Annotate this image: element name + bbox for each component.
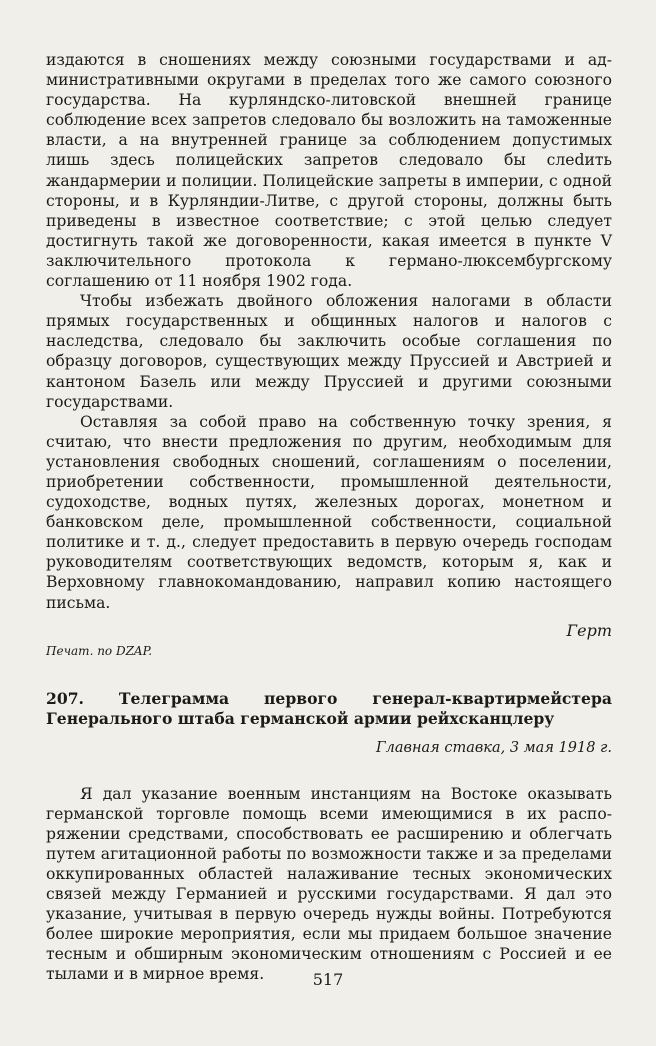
signature: Герт: [566, 620, 612, 640]
document-body: [46, 784, 612, 985]
place-date: Главная ставка, 3 мая 1918 г.: [376, 739, 612, 756]
continuation-paragraph: издаются в сношениях между союзными государствами и административными округами в пределах того же самого союзного государства. На курляндско-литовской внешней границе соблюдение всех запретов следовало бы возложить на таможенные власти, а на внутренней границе за соблюдением допустимых лишь здесь полицейских запретов следовало бы слеdить жандармерии и полиции. Полицейские запреты в империи, с одной стороны, и в Курляндии-Литве, с другой стороны, должны быть приведены в известное соответствие; с этой целью следует достигнуть такой же договоренности, какая имеется в пункте V заключительного протокола к германо-люксембургскому соглашению от 11 ноября 1902 года.: [46, 51, 612, 291]
reservation-paragraph: Оставляя за собой право на собственную точку зрения, я считаю, что внести предложения по другим, необходимым для установления свободных сношений, соглашениям о поселении, приобретении собственности, промышленной деятельности, судоходстве, водных путях, железных дорогах, монетном и банковском деле, промышленной собственности, социальной политике и т. д., следует предоставить в первую очередь господам руководителям соответствующих ведомств, которым я, как и Верховному главнокомандованию, направил копию настоящего письма.: [46, 412, 612, 612]
telegram-paragraph: Я дал указание военным инстанциям на Востоке оказывать германской торговле помощь всеми имеющимися в их распоряжении средствами, способствовать ее расширению и облегчать путем агитационной работы по возможности также и за пределами оккупированных областей налаживание тесных экономических связей между Германией и русскими государствами. Я дал это указание, учитывая в первую очередь нужды войны. Потребуются более широкие мероприятия, если мы придаем большое значение тесным и обширным экономическим отношениям с Россией и ее тылами и в мирное время.: [46, 784, 612, 984]
page-number: 517: [312, 970, 344, 989]
tax-paragraph: Чтобы избежать двойного обложения налогами в области прямых государственных и общинных налогов и налогов с наследства, следовало бы заключить особые соглашения по образцу договоров, существующих между Пруссией и Австрией и кантоном Базель или между Пруссией и другими союзными государствами.: [46, 292, 612, 411]
document-heading: 207. Телеграмма первого генерал-квартирмейстера Генерального штаба германской армии рейхсканцлеру: [46, 688, 612, 729]
source-note: Печат. по DZAP.: [46, 643, 153, 658]
